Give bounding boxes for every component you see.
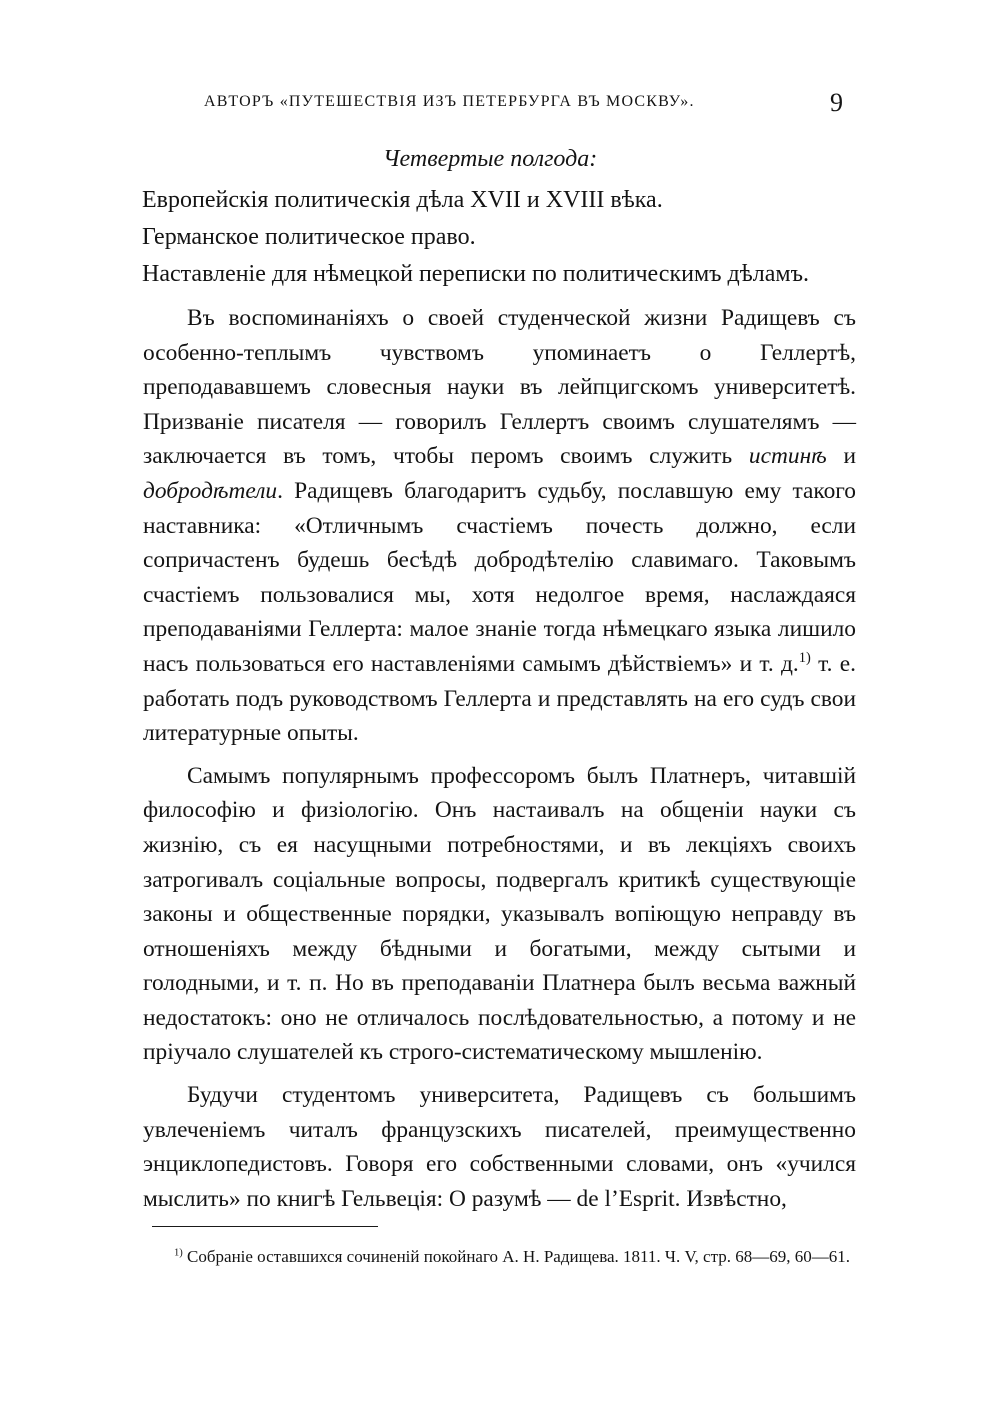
footnote-number: 1) xyxy=(174,1247,183,1259)
footnote-divider xyxy=(152,1226,378,1227)
course-item: Германское политическое право. xyxy=(142,224,476,250)
footnote xyxy=(146,1243,860,1270)
emphasis: добродѣтели xyxy=(143,477,278,504)
body-text xyxy=(143,301,856,1216)
text-run: т. е. работать подъ руководствомъ Геллерта и представлять на его судъ свои литературные опыты. xyxy=(143,650,856,747)
course-item: Наставленіе для нѣмецкой переписки по политическимъ дѣламъ. xyxy=(142,261,810,287)
page-number: 9 xyxy=(830,88,843,117)
text-run: и xyxy=(826,443,856,470)
emphasis: истинѣ xyxy=(748,443,827,470)
paragraph-gellert xyxy=(143,301,856,751)
paragraph-platner: Самымъ популярнымъ профессоромъ былъ Платнеръ, читавшій философію и физіологію. Онъ настаивалъ на общеніи науки съ жизнію, съ ея насущными потребностями, и въ лекціяхъ своихъ затрогивалъ соціальные вопросы, подвергалъ критикѣ существующіе законы и общественные порядки, указывалъ вопіющую неправду въ отношеніяхъ между бѣдными и богатыми, между сытыми и голодными, и т. п. Но въ преподаваніи Платнера былъ весьма важный недостатокъ: оно не отличалось послѣдовательностью, а потому и не пріучало слушателей къ строго-систематическому мышленію. xyxy=(143,762,856,1066)
running-header: АВТОРЪ «ПУТЕШЕСТВІЯ ИЗЪ ПЕТЕРБУРГА ВЪ МОСКВУ». xyxy=(204,93,695,110)
text-run: . Радищевъ благодаритъ судьбу, пославшую ему такого наставника: «Отличнымъ счастіемъ почесть должно, если сопричастенъ будешь бесѣдѣ добродѣтелію славимаго. Таковымъ счастіемъ пользовалися мы, хотя недолгое время, наслаждаяся преподаваніями Геллерта: малое знаніе тогда нѣмецкаго языка лишило насъ пользоваться его наставленіями самымъ дѣйствіемъ» и т. д. xyxy=(143,477,856,677)
section-subheading: Четвертые полгода: xyxy=(383,146,598,172)
footnote-text: Собраніе оставшихся сочиненій покойнаго А. Н. Радищева. 1811. Ч. V, стр. 68—69, 60—61. xyxy=(182,1247,850,1266)
course-item: Европейскія политическія дѣла XVII и XVIII вѣка. xyxy=(142,187,663,213)
footnote-marker: 1) xyxy=(798,650,811,667)
text-run: Въ воспоминаніяхъ о своей студенческой жизни Радищевъ съ особенно-теплымъ чувствомъ упоминаетъ о Геллертѣ, преподававшемъ словесныя науки въ лейпцигскомъ университетѣ. Призваніе писателя — говорилъ Геллертъ своимъ слушателямъ — заключается въ томъ, чтобы перомъ своимъ служить xyxy=(143,305,856,470)
course-list xyxy=(142,182,809,293)
paragraph-encyclopedists: Будучи студентомъ университета, Радищевъ съ большимъ увлеченіемъ читалъ французскихъ писателей, преимущественно энциклопедистовъ. Говоря его собственными словами, онъ «учился мыслить» по книгѣ Гельвеція: О разумѣ — de l’Esprit. Извѣстно, xyxy=(143,1082,856,1212)
